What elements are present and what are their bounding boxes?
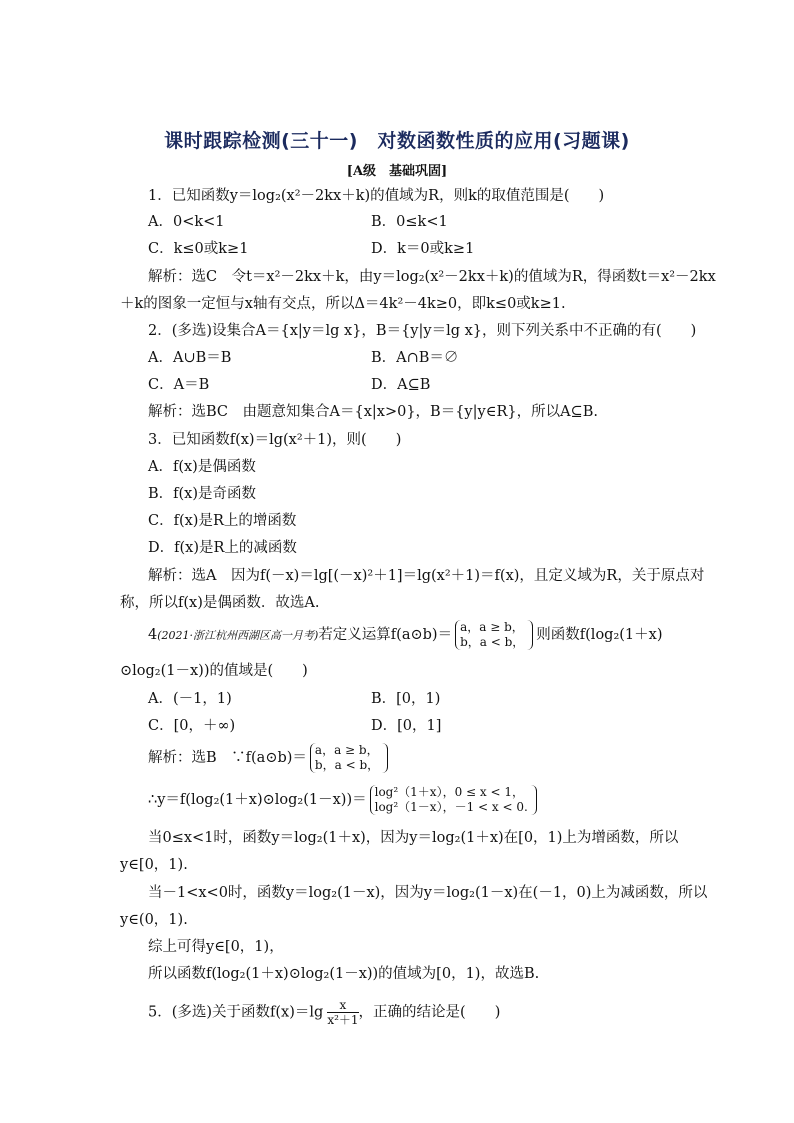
q3-solution-line-1: 解析：选A 因为f(－x)＝lg[(－x)²＋1]＝lg(x²＋1)＝f(x)，且定义域为R，关于原点对	[148, 568, 705, 584]
q3-option-d: D．f(x)是R上的减函数	[148, 540, 297, 556]
q5-stem-post: ，正确的结论是( )	[358, 1004, 501, 1021]
q1-option-c: C．k≤0或k≥1	[148, 241, 249, 257]
q4-solution-line-3b: y∈[0，1).	[120, 857, 188, 873]
q4-solution-line-1	[148, 743, 391, 773]
q4-piecewise-brace	[455, 620, 533, 650]
q4-sol-case-1: a，a ≥ b，	[314, 743, 379, 757]
q3-option-a: A．f(x)是偶函数	[148, 459, 256, 475]
q4-option-c: C．[0，＋∞)	[148, 718, 236, 734]
question-4-stem	[148, 620, 662, 650]
q5-fraction-denominator: x²＋1	[327, 1013, 359, 1027]
q4-solution-line-2	[148, 785, 540, 815]
q4-case-2: b，a < b，	[460, 635, 525, 649]
question-2-stem: 2．(多选)设集合A＝{x|y＝lg x}，B＝{y|y＝lg x}，则下列关系中不正确的有( )	[148, 323, 697, 339]
q4-source: (2021·浙江杭州西湖区高一月考)	[157, 629, 319, 642]
q4-solution-line-6: 所以函数f(log₂(1＋x)⊙log₂(1－x))的值域为[0，1)，故选B.	[148, 966, 540, 982]
q2-solution: 解析：选BC 由题意知集合A＝{x|x>0}，B＝{y|y∈R}，所以A⊆B.	[148, 404, 598, 420]
q3-solution-line-2: 称，所以f(x)是偶函数．故选A.	[120, 595, 320, 611]
q4-option-b: B．[0，1)	[371, 691, 441, 707]
q4-solution-line-5: 综上可得y∈[0，1)，	[148, 939, 284, 955]
q4-sol2-case-2: log²（1－x），－1 < x < 0.	[374, 800, 528, 814]
section-heading: [A级 基础巩固]	[346, 164, 448, 179]
page-title: 课时跟踪检测(三十一) 对数函数性质的应用(习题课)	[164, 130, 630, 152]
q4-solution-line-4b: y∈(0，1).	[120, 912, 188, 928]
q4-solution-line-4a: 当－1<x<0时，函数y＝log₂(1－x)，因为y＝log₂(1－x)在(－1，0)上为减函数，所以	[148, 885, 708, 901]
q3-option-b: B．f(x)是奇函数	[148, 486, 257, 502]
q1-solution-line-2: ＋k的图象一定恒与x轴有交点，所以Δ＝4k²－4k≥0，即k≤0或k≥1.	[120, 296, 566, 312]
q5-fraction-numerator: x	[327, 998, 358, 1013]
question-1-stem: 1．已知函数y＝log₂(x²－2kx＋k)的值域为R，则k的取值范围是( )	[148, 188, 605, 204]
q1-solution-line-1: 解析：选C 令t＝x²－2kx＋k，由y＝log₂(x²－2kx＋k)的值域为R，得函数t＝x²－2kx	[148, 269, 716, 285]
q4-solution-line-3a: 当0≤x<1时，函数y＝log₂(1＋x)，因为y＝log₂(1＋x)在[0，1)上为增函数，所以	[148, 830, 679, 846]
q4-sol2-brace	[370, 785, 537, 815]
q4-stem-line-2: ⊙log₂(1－x))的值域是( )	[120, 663, 308, 679]
q4-case-1: a，a ≥ b，	[460, 620, 524, 634]
q3-option-c: C．f(x)是R上的增函数	[148, 513, 297, 529]
q4-stem-mid: 若定义运算f(a⊙b)＝	[318, 627, 453, 643]
q2-option-a: A．A∪B＝B	[148, 350, 232, 366]
q2-option-c: C．A＝B	[148, 377, 210, 393]
q1-option-a: A．0<k<1	[148, 214, 225, 230]
q4-option-a: A．(－1，1)	[148, 691, 232, 707]
q5-fraction	[327, 998, 358, 1027]
q2-option-d: D．A⊆B	[371, 377, 431, 393]
q4-sol2-pre: ∴y＝f(log₂(1＋x)⊙log₂(1－x))＝	[148, 792, 367, 808]
q4-sol-pre: 解析：选B ∵f(a⊙b)＝	[148, 750, 307, 766]
q2-option-b: B．A∩B＝∅	[371, 350, 459, 366]
q4-number: 4	[148, 627, 158, 643]
question-3-stem: 3．已知函数f(x)＝lg(x²＋1)，则( )	[148, 432, 402, 448]
question-5-stem	[148, 998, 500, 1027]
q1-option-d: D．k＝0或k≥1	[371, 241, 475, 257]
q4-option-d: D．[0，1]	[371, 718, 442, 734]
q4-stem-post: 则函数f(log₂(1＋x)	[536, 627, 663, 643]
q1-option-b: B．0≤k<1	[371, 214, 448, 230]
q4-sol-brace	[310, 743, 388, 773]
q5-stem-pre: 5．(多选)关于函数f(x)＝lg	[148, 1004, 324, 1021]
q4-sol-case-2: b，a < b，	[314, 758, 380, 772]
q4-sol2-case-1: log²（1＋x），0 ≤ x < 1，	[374, 785, 524, 799]
